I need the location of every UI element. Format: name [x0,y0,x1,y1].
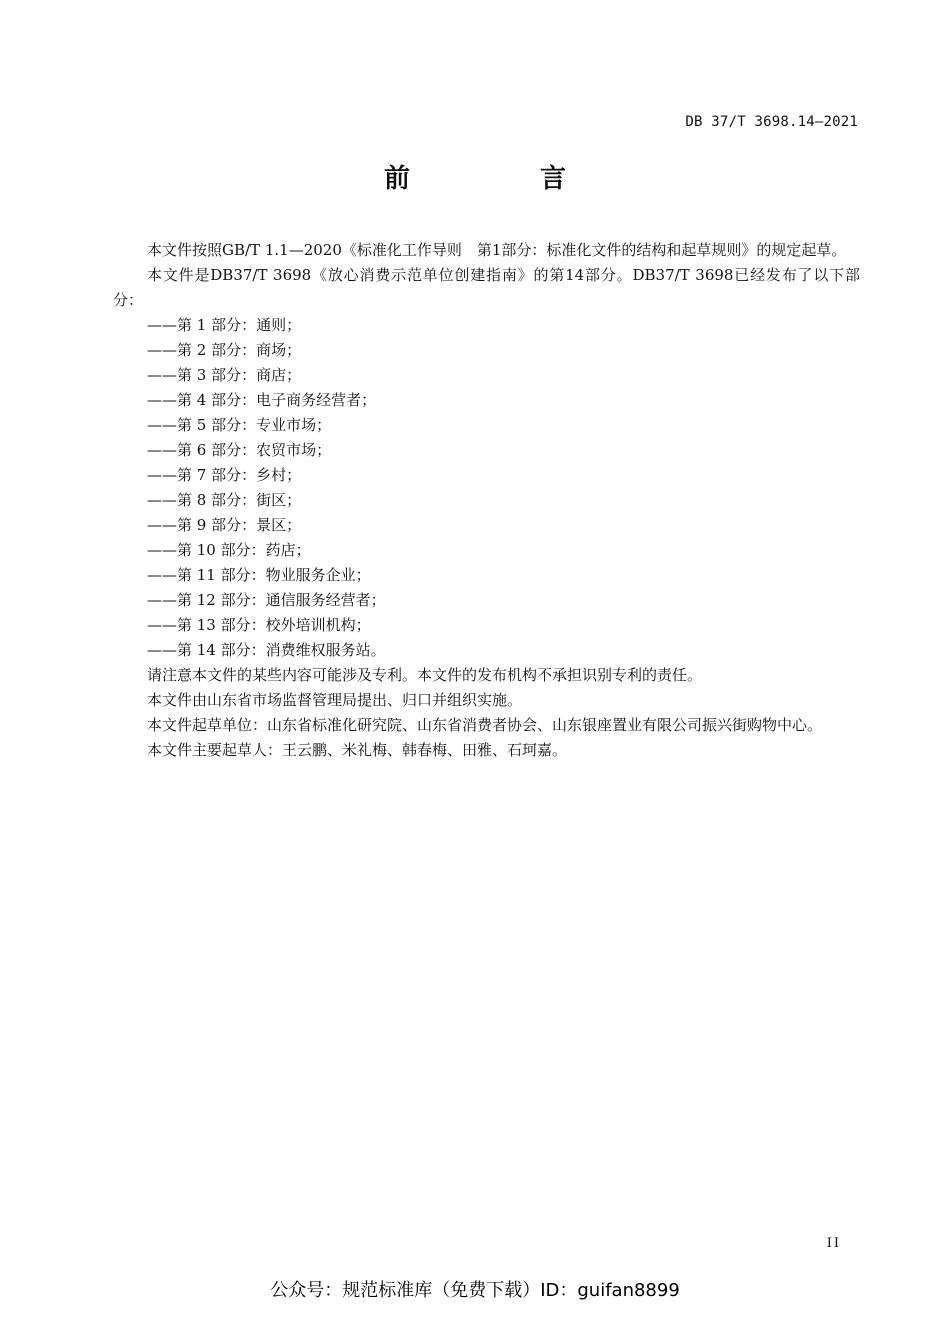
paragraph-drafters: 本文件主要起草人：王云鹏、米礼梅、韩春梅、田雅、石珂嘉。 [147,741,568,759]
list-item-part-5: ——第 5 部分：专业市场； [147,416,332,434]
paragraph-drafting-basis: 本文件按照GB/T 1.1—2020《标准化工作导则 第1部分：标准化文件的结构和起草规则》的规定起草。 [147,241,847,259]
list-item-part-2: ——第 2 部分：商场； [147,341,302,359]
list-item-part-4: ——第 4 部分：电子商务经营者； [147,391,377,409]
list-item-part-9: ——第 9 部分：景区； [147,516,302,534]
document-code-header: DB 37/T 3698.14—2021 [685,114,858,130]
list-item-part-3: ——第 3 部分：商店； [147,366,302,384]
paragraph-series-intro: 本文件是DB37/T 3698《放心消费示范单位创建指南》的第14部分。DB37/T 3698已经发布了以下部分： [113,266,860,309]
list-item-part-13: ——第 13 部分：校外培训机构； [147,616,371,634]
list-item-part-12: ——第 12 部分：通信服务经营者； [147,591,386,609]
paragraph-proposer: 本文件由山东省市场监督管理局提出、归口并组织实施。 [147,691,523,709]
page-title: 前 言 [383,164,618,194]
footer-watermark: 公众号：规范标准库（免费下载）ID：guifan8899 [270,1280,680,1301]
list-item-part-7: ——第 7 部分：乡村； [147,466,302,484]
list-item-part-14: ——第 14 部分：消费维权服务站。 [147,641,386,659]
foreword-body [113,238,860,763]
paragraph-drafting-units: 本文件起草单位：山东省标准化研究院、山东省消费者协会、山东银座置业有限公司振兴街购物中心。 [147,716,823,734]
list-item-part-10: ——第 10 部分：药店； [147,541,311,559]
list-item-part-1: ——第 1 部分：通则； [147,316,302,334]
list-item-part-8: ——第 8 部分：街区； [147,491,302,509]
paragraph-patent-notice: 请注意本文件的某些内容可能涉及专利。本文件的发布机构不承担识别专利的责任。 [147,666,703,684]
list-item-part-6: ——第 6 部分：农贸市场； [147,441,332,459]
list-item-part-11: ——第 11 部分：物业服务企业； [147,566,371,584]
page-number: II [826,1236,841,1251]
